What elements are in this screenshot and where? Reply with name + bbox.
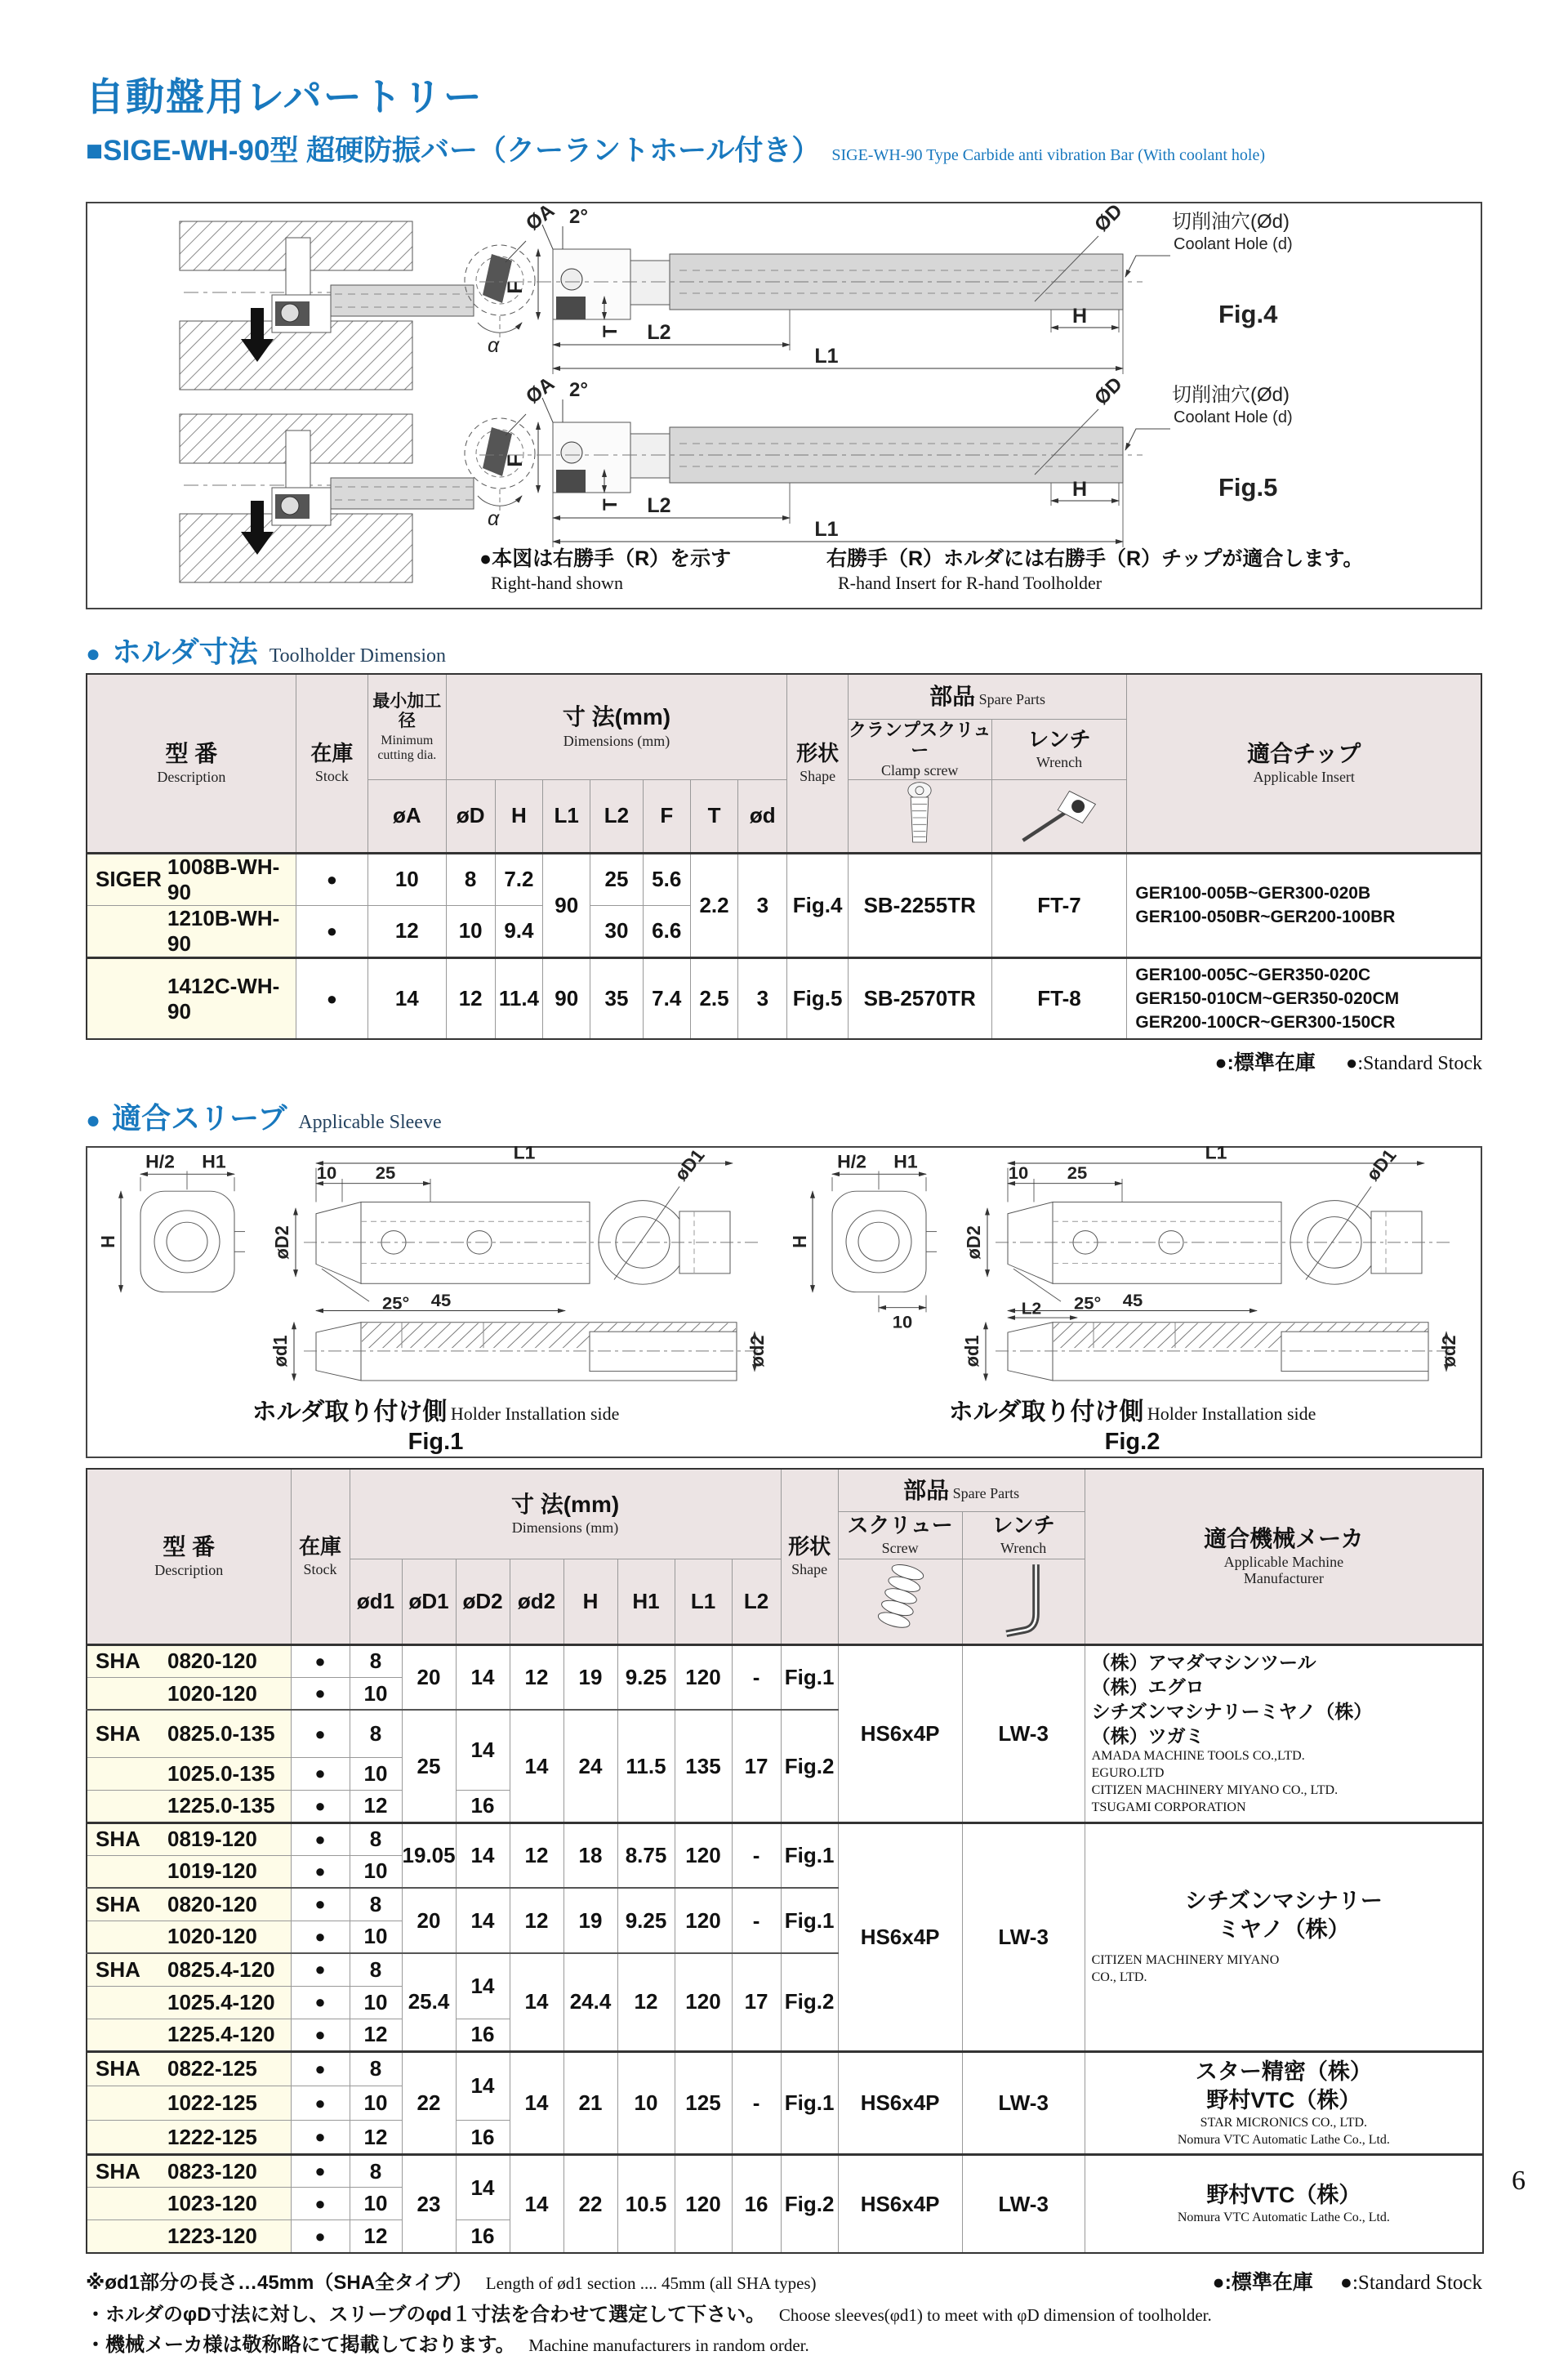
cell: 25: [402, 1710, 456, 1822]
cell-model: 1225.0-135: [87, 1790, 291, 1822]
dim-label-oD: ØD: [1090, 199, 1127, 237]
stock-legend: ●:標準在庫 ●:Standard Stock: [1214, 1051, 1482, 1075]
cell-stock: ●: [291, 1953, 350, 1986]
cell-applicable-insert: GER100-005B~GER300-020B GER100-050BR~GER200-100BR: [1127, 853, 1481, 957]
cell-stock: ●: [291, 1644, 350, 1677]
cell: 120: [675, 1644, 732, 1710]
dim-label: øD2: [271, 1225, 293, 1260]
cell: 90: [543, 957, 590, 1039]
cell-model: 1022-125: [87, 2086, 291, 2120]
th-shape: 形状 Shape: [781, 1469, 838, 1644]
cell: 11.5: [617, 1710, 675, 1822]
cell: 14: [456, 1888, 510, 1953]
cell-shape: Fig.5: [787, 957, 848, 1039]
cell-stock: ●: [291, 1822, 350, 1855]
cell-model: 1025.4-120: [87, 1986, 291, 2019]
cell: 8: [350, 2155, 402, 2188]
cell-stock: ●: [291, 1921, 350, 1953]
cell: 19.05: [402, 1822, 456, 1888]
sleeve-drawing-box: [86, 1143, 1482, 1458]
th-H: H: [495, 779, 542, 853]
th-d1: ød1: [350, 1559, 402, 1644]
cell-model: 1222-125: [87, 2121, 291, 2155]
th-L2: L2: [590, 779, 643, 853]
cell: 120: [675, 1953, 732, 2051]
cell: 20: [402, 1888, 456, 1953]
cell-screw: HS6x4P: [838, 2051, 962, 2155]
cell: -: [732, 1888, 781, 1953]
dim-label: 25°: [382, 1294, 410, 1314]
toolholder-drawing: [87, 199, 1481, 604]
cell: 16: [456, 2220, 510, 2253]
cell-manufacturer: 野村VTC（株） Nomura VTC Automatic Lathe Co., Ltd.: [1085, 2155, 1483, 2253]
section2-title-en: Applicable Sleeve: [298, 1112, 442, 1134]
section-toolholder-dimension: [86, 629, 1482, 671]
cell-screw: HS6x4P: [838, 1644, 962, 1822]
cell: 25: [590, 853, 643, 905]
sleeve-captions: [87, 1391, 1481, 1456]
set-screw-icon: [838, 1559, 962, 1644]
cell: 9.25: [617, 1644, 675, 1710]
cell: 35: [590, 957, 643, 1039]
cell: 14: [510, 2155, 564, 2253]
cell-screw: HS6x4P: [838, 1822, 962, 2051]
th-dimensions: 寸 法(mm) Dimensions (mm): [446, 674, 787, 779]
cell-stock: ●: [291, 1855, 350, 1888]
cell-model: 1223-120: [87, 2220, 291, 2253]
coolant-hole-label-jp: 切削油穴(Ød): [1172, 211, 1290, 233]
right-hand-note-jp: ●本図は右勝手（R）を示す: [479, 547, 732, 570]
th-d2: ød2: [510, 1559, 564, 1644]
toolholder-drawing-box: [86, 199, 1482, 609]
cell: 8: [350, 1888, 402, 1921]
dim-label: H/2: [145, 1152, 175, 1172]
cell-model: SHA 0823-120: [87, 2155, 291, 2188]
cell: 10.5: [617, 2155, 675, 2253]
cell-wrench: LW-3: [962, 2155, 1085, 2253]
right-hand-note: [479, 547, 731, 595]
cell: 10: [350, 1677, 402, 1710]
cell: 12: [350, 2019, 402, 2051]
fig4-label: Fig.4: [1218, 300, 1278, 328]
cell-stock: ●: [296, 905, 368, 957]
cell-clamp-screw: SB-2570TR: [848, 957, 991, 1039]
cell: 7.4: [643, 957, 690, 1039]
cell-model: SHA 0822-125: [87, 2051, 291, 2086]
cell: 23: [402, 2155, 456, 2253]
cell: 120: [675, 1822, 732, 1888]
th-applicable-machine: 適合機械メーカ Applicable Machine Manufacturer: [1085, 1469, 1483, 1644]
section-bullet-icon: ●: [86, 1107, 101, 1135]
sleeve-figure: [97, 1143, 768, 1381]
bore-machining-illustration: [180, 221, 474, 390]
cell: 135: [675, 1710, 732, 1822]
cell-stock: ●: [291, 2121, 350, 2155]
dim-label: øD1: [670, 1145, 709, 1185]
cell-model: 1025.0-135: [87, 1757, 291, 1790]
cell-stock: ●: [291, 1757, 350, 1790]
applicable-sleeve-table: [86, 1468, 1484, 2254]
ft-wrench-icon: [991, 779, 1127, 853]
dim-label-2deg: 2°: [569, 206, 588, 228]
dim-label-F: F: [504, 281, 527, 294]
cell: 12: [350, 2220, 402, 2253]
th-stock: 在庫 Stock: [291, 1469, 350, 1644]
cell: 2.2: [690, 853, 737, 957]
cell-stock: ●: [291, 1710, 350, 1757]
cell-applicable-insert: GER100-005C~GER350-020C GER150-010CM~GER350-020CM GER200-100CR~GER300-150CR: [1127, 957, 1481, 1039]
th-L2: L2: [732, 1559, 781, 1644]
cell: 14: [456, 2051, 510, 2121]
footer-notes: [86, 2267, 1482, 2360]
th-wrench: レンチ Wrench: [991, 719, 1127, 779]
subtitle-en: SIGE-WH-90 Type Carbide anti vibration Bar (With coolant hole): [831, 146, 1265, 164]
cell-manufacturer: シチズンマシナリー ミヤノ（株） CITIZEN MACHINERY MIYANO CO., LTD.: [1085, 1822, 1483, 2051]
dim-label: L2: [1021, 1300, 1042, 1318]
cell: 12: [368, 905, 446, 957]
cell: 12: [350, 1790, 402, 1822]
fig2-label: Fig.2: [1104, 1429, 1160, 1456]
toolholder-dimension-table: [86, 673, 1482, 1040]
cell: 120: [675, 2155, 732, 2253]
cell: 17: [732, 1710, 781, 1822]
cell: 9.25: [617, 1888, 675, 1953]
cell-stock: ●: [291, 1888, 350, 1921]
cell-stock: ●: [296, 853, 368, 905]
cell: 24.4: [564, 1953, 617, 2051]
th-clamp-screw: クランプスクリュー Clamp screw: [848, 719, 991, 779]
cell: 10: [617, 2051, 675, 2155]
cell-stock: ●: [291, 2051, 350, 2086]
page-subtitle: [86, 128, 1482, 169]
cell-stock: ●: [296, 957, 368, 1039]
cell: 19: [564, 1888, 617, 1953]
insert-match-note: [826, 547, 1363, 595]
cell-stock: ●: [291, 2155, 350, 2188]
section2-title-jp: 適合スリーブ: [112, 1101, 287, 1135]
cell: -: [732, 1644, 781, 1710]
cell-wrench: FT-7: [991, 853, 1127, 957]
cell: -: [732, 1822, 781, 1888]
th-L1: L1: [543, 779, 590, 853]
cell: 14: [510, 1710, 564, 1822]
cell: 14: [456, 1710, 510, 1790]
cell-manufacturer: スター精密（株） 野村VTC（株） STAR MICRONICS CO., LTD. Nomura VTC Automatic Lathe Co., Ltd.: [1085, 2051, 1483, 2155]
cell: 30: [590, 905, 643, 957]
coolant-hole-label-en: Coolant Hole (d): [1174, 235, 1293, 253]
dim-label-oA: ØA: [522, 199, 559, 235]
th-wrench: レンチ Wrench: [962, 1511, 1085, 1559]
dim-label: L1: [513, 1143, 536, 1163]
cell: 8.75: [617, 1822, 675, 1888]
fig1-caption: ホルダ取り付け側 Holder Installation side Fig.1: [87, 1391, 784, 1456]
cell: 24: [564, 1710, 617, 1822]
th-model: 型 番 Description: [87, 674, 296, 853]
cell: 16: [456, 2019, 510, 2051]
cell-shape: Fig.4: [787, 853, 848, 957]
cell-wrench: LW-3: [962, 1644, 1085, 1822]
th-screw: スクリュー Screw: [838, 1511, 962, 1559]
cell-stock: ●: [291, 2086, 350, 2120]
th-oA: øA: [368, 779, 446, 853]
th-applicable-insert: 適合チップ Applicable Insert: [1127, 674, 1481, 853]
cell: 10: [350, 1986, 402, 2019]
dim-label: H1: [202, 1152, 226, 1172]
cell: 14: [456, 2155, 510, 2220]
cell: 3: [738, 957, 787, 1039]
cell-stock: ●: [291, 1790, 350, 1822]
fig1-label: Fig.1: [408, 1429, 464, 1456]
cell-manufacturer: （株）アマダマシンツール （株）エグロ シチズンマシナリーミヤノ（株） （株）ツガミ AMADA MACHINE TOOLS CO.,LTD. EGURO.LTD CITIZEN MACHINERY MIYANO CO., LTD. TSUGAMI CORPORATION: [1085, 1644, 1483, 1822]
cell-model: SHA 0825.0-135: [87, 1710, 291, 1757]
cell-shape: Fig.2: [781, 2155, 838, 2253]
cell: 3: [738, 853, 787, 957]
section-bullet-icon: ●: [86, 640, 101, 667]
cell-shape: Fig.1: [781, 1822, 838, 1888]
cell-model: 1019-120: [87, 1855, 291, 1888]
cell-shape: Fig.1: [781, 1888, 838, 1953]
cell: 6.6: [643, 905, 690, 957]
cell: 17: [732, 1953, 781, 2051]
cell: 12: [446, 957, 495, 1039]
footer-note-3: ・機械メーカ様は敬称略にて掲載しております。 Machine manufacturers in random order.: [86, 2333, 809, 2356]
cell: 7.2: [495, 853, 542, 905]
cell: 10: [368, 853, 446, 905]
cell: 120: [675, 1888, 732, 1953]
cell: 12: [617, 1953, 675, 2051]
cell-shape: Fig.2: [781, 1953, 838, 2051]
dim-label: 45: [430, 1291, 452, 1311]
th-min-dia: 最小加工径 Minimum cutting dia.: [368, 674, 446, 779]
dim-label: 10: [892, 1313, 913, 1332]
cell: 16: [456, 1790, 510, 1822]
cell-stock: ●: [291, 2188, 350, 2220]
dim-label: ød1: [270, 1335, 292, 1367]
cell-stock: ●: [291, 1986, 350, 2019]
section-applicable-sleeve: [86, 1095, 1482, 1138]
cell: 14: [456, 1953, 510, 2019]
cell: 16: [456, 2121, 510, 2155]
right-hand-note-en: Right-hand shown: [491, 573, 623, 594]
cell-wrench: LW-3: [962, 2051, 1085, 2155]
sleeve-drawing: [87, 1143, 1481, 1390]
footer-stock-legend: ●:標準在庫 ●:Standard Stock: [1212, 2270, 1482, 2294]
cell-model: 1020-120: [87, 1921, 291, 1953]
th-D1: øD1: [402, 1559, 456, 1644]
cell: 14: [368, 957, 446, 1039]
cell: -: [732, 2051, 781, 2155]
cell: 20: [402, 1644, 456, 1710]
cell-model: SHA 0819-120: [87, 1822, 291, 1855]
th-dimensions: 寸 法(mm) Dimensions (mm): [350, 1469, 781, 1559]
cell: 8: [350, 1710, 402, 1757]
cell: 14: [456, 1822, 510, 1888]
l-wrench-icon: [962, 1559, 1085, 1644]
cell-model: SHA 0820-120: [87, 1888, 291, 1921]
th-od: ød: [738, 779, 787, 853]
dim-label-alpha: α: [488, 334, 500, 357]
cell-shape: Fig.1: [781, 2051, 838, 2155]
cell: 19: [564, 1644, 617, 1710]
cell: 14: [456, 1644, 510, 1710]
subtitle-jp: ■SIGE-WH-90型 超硬防振バー（クーラントホール付き）: [86, 135, 821, 167]
tool-bar-drawing: [465, 199, 1293, 374]
cell-clamp-screw: SB-2255TR: [848, 853, 991, 957]
insert-match-note-en: R-hand Insert for R-hand Toolholder: [838, 573, 1102, 594]
cell-shape: Fig.1: [781, 1644, 838, 1710]
cell: 14: [510, 2051, 564, 2155]
section1-title-jp: ホルダ寸法: [112, 635, 258, 668]
cell-model: 1225.4-120: [87, 2019, 291, 2051]
dim-label-T: T: [599, 325, 621, 337]
cell-shape: Fig.2: [781, 1710, 838, 1822]
dim-label: 10: [316, 1163, 337, 1184]
clamp-screw-icon: [848, 779, 991, 853]
th-oD: øD: [446, 779, 495, 853]
cell: 9.4: [495, 905, 542, 957]
cell: 16: [732, 2155, 781, 2253]
cell-wrench: LW-3: [962, 1822, 1085, 2051]
dim-label-L2: L2: [647, 321, 671, 344]
cell: 12: [510, 1888, 564, 1953]
cell: 12: [510, 1644, 564, 1710]
footer-note-1: ※ød1部分の長さ…45mm（SHA全タイプ） Length of ød1 section .... 45mm (all SHA types): [86, 2271, 817, 2294]
cell: 21: [564, 2051, 617, 2155]
footer-note-2: ・ホルダのφD寸法に対し、スリーブのφd１寸法を合わせて選定して下さい。 Choose sleeves(φd1) to meet with φD dimension of toolholder.: [86, 2303, 1212, 2326]
fig5-label: Fig.5: [1218, 473, 1278, 502]
th-H: H: [564, 1559, 617, 1644]
cell-model: SHA 0825.4-120: [87, 1953, 291, 1986]
cell-model: 1020-120: [87, 1677, 291, 1710]
cell-model: 1023-120: [87, 2188, 291, 2220]
th-spare-parts: 部品 Spare Parts: [838, 1469, 1085, 1511]
th-L1: L1: [675, 1559, 732, 1644]
dim-label-H: H: [1071, 305, 1088, 328]
insert-match-note-jp: 右勝手（R）ホルダには右勝手（R）チップが適合します。: [826, 547, 1364, 570]
cell: 8: [350, 2051, 402, 2086]
th-D2: øD2: [456, 1559, 510, 1644]
dim-label: H: [97, 1235, 119, 1249]
cell: 2.5: [690, 957, 737, 1039]
cell: 10: [350, 1757, 402, 1790]
fig2-caption: ホルダ取り付け側 Holder Installation side Fig.2: [784, 1391, 1481, 1456]
th-F: F: [643, 779, 690, 853]
cell: 12: [350, 2121, 402, 2155]
cell-model: SHA 0820-120: [87, 1644, 291, 1677]
cell-model: 1210B-WH-90: [87, 905, 296, 957]
cell: 8: [350, 1953, 402, 1986]
cell-stock: ●: [291, 1677, 350, 1710]
cell: 25.4: [402, 1953, 456, 2051]
dim-label-L1: L1: [814, 345, 839, 368]
cell: 10: [446, 905, 495, 957]
cell: 12: [510, 1822, 564, 1888]
cell: 8: [350, 1822, 402, 1855]
page-number: 6: [1512, 2166, 1526, 2196]
cell-stock: ●: [291, 2220, 350, 2253]
dim-label: ød2: [746, 1335, 768, 1367]
cell-model: SIGER 1008B-WH-90: [87, 853, 296, 905]
th-T: T: [690, 779, 737, 853]
cell: 10: [350, 2086, 402, 2120]
th-shape: 形状 Shape: [787, 674, 848, 853]
cell-model: 1412C-WH-90: [87, 957, 296, 1039]
cell: 22: [564, 2155, 617, 2253]
cell-wrench: FT-8: [991, 957, 1127, 1039]
cell: 125: [675, 2051, 732, 2155]
th-stock: 在庫 Stock: [296, 674, 368, 853]
cell-stock: ●: [291, 2019, 350, 2051]
cell: 22: [402, 2051, 456, 2155]
cell: 5.6: [643, 853, 690, 905]
cell: 8: [350, 1644, 402, 1677]
cell: 18: [564, 1822, 617, 1888]
page-title: 自動盤用レパートリー: [86, 75, 483, 118]
cell: 10: [350, 1855, 402, 1888]
cell: 90: [543, 853, 590, 957]
cell: 10: [350, 1921, 402, 1953]
cell-screw: HS6x4P: [838, 2155, 962, 2253]
th-H1: H1: [617, 1559, 675, 1644]
cell: 14: [510, 1953, 564, 2051]
cell: 10: [350, 2188, 402, 2220]
cell: 8: [446, 853, 495, 905]
th-spare-parts: 部品 Spare Parts: [848, 674, 1127, 719]
section1-title-en: Toolholder Dimension: [269, 645, 446, 667]
cell: 11.4: [495, 957, 542, 1039]
th-model: 型 番 Description: [87, 1469, 291, 1644]
dim-label: 25: [375, 1163, 396, 1184]
